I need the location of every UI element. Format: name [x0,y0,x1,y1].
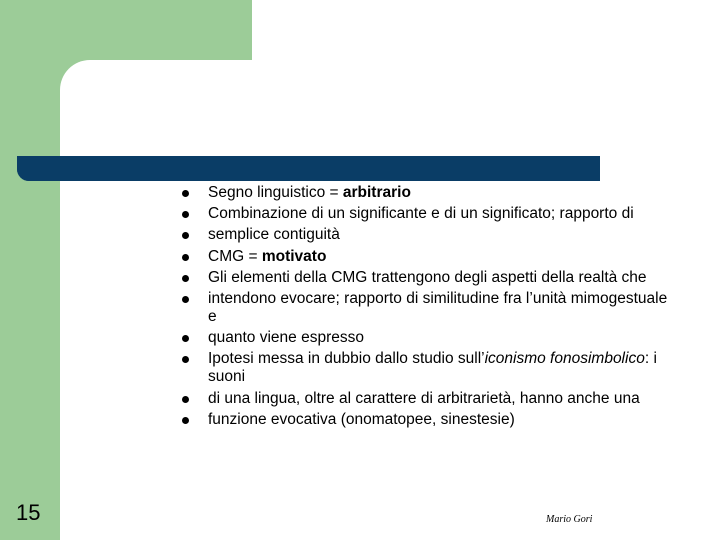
bullet-dot-icon [182,396,189,403]
left-green-band [0,0,60,540]
bullet-text: Combinazione di un significante e di un significato; rapporto di [208,205,634,223]
bullet-dot-icon [182,356,189,363]
bullet-text: di una lingua, oltre al carattere di arbitrarietà, hanno anche una [208,389,640,407]
bullet-item [180,269,680,287]
bullet-dot-icon [182,296,189,303]
top-green-band [0,0,252,60]
bullet-dot-icon [182,254,189,261]
bullet-dot-icon [182,232,189,239]
bullet-text: semplice contiguità [208,226,340,244]
bullet-item [180,390,680,408]
title-bar [17,156,600,181]
bullet-dot-icon [182,335,189,342]
bullet-text: funzione evocativa (onomatopee, sinestesie) [208,410,515,428]
bullet-item [180,290,680,326]
bullet-item [180,329,680,347]
page-number: 15 [16,500,41,525]
bullet-item [180,411,680,429]
bullet-text: Segno linguistico = [208,184,343,201]
bullet-text: Ipotesi messa in dubbio dallo studio sull’ [208,350,485,368]
bullet-list [180,184,680,432]
bullet-item [180,248,680,266]
bullet-item [180,226,680,244]
bullet-text: Gli elementi della CMG trattengono degli aspetti della realtà che [208,268,647,286]
bullet-text: CMG = [208,247,262,265]
bullet-item [180,205,680,223]
author-name: Mario Gori [546,514,593,525]
bullet-dot-icon [182,275,189,282]
bullet-text-after: : i suoni [208,350,657,386]
bullet-emphasis: motivato [261,247,327,265]
bullet-dot-icon [182,190,189,197]
bullet-item [180,350,680,386]
bullet-item [180,184,680,202]
bullet-emphasis: arbitrario [342,184,411,201]
bullet-dot-icon [182,417,189,424]
bullet-text: quanto viene espresso [208,329,364,347]
bullet-text: intendono evocare; rapporto di similitudine fra l’unità mimogestuale e [208,289,668,325]
bullet-emphasis: iconismo fonosimbolico [484,350,645,368]
bullet-dot-icon [182,211,189,218]
